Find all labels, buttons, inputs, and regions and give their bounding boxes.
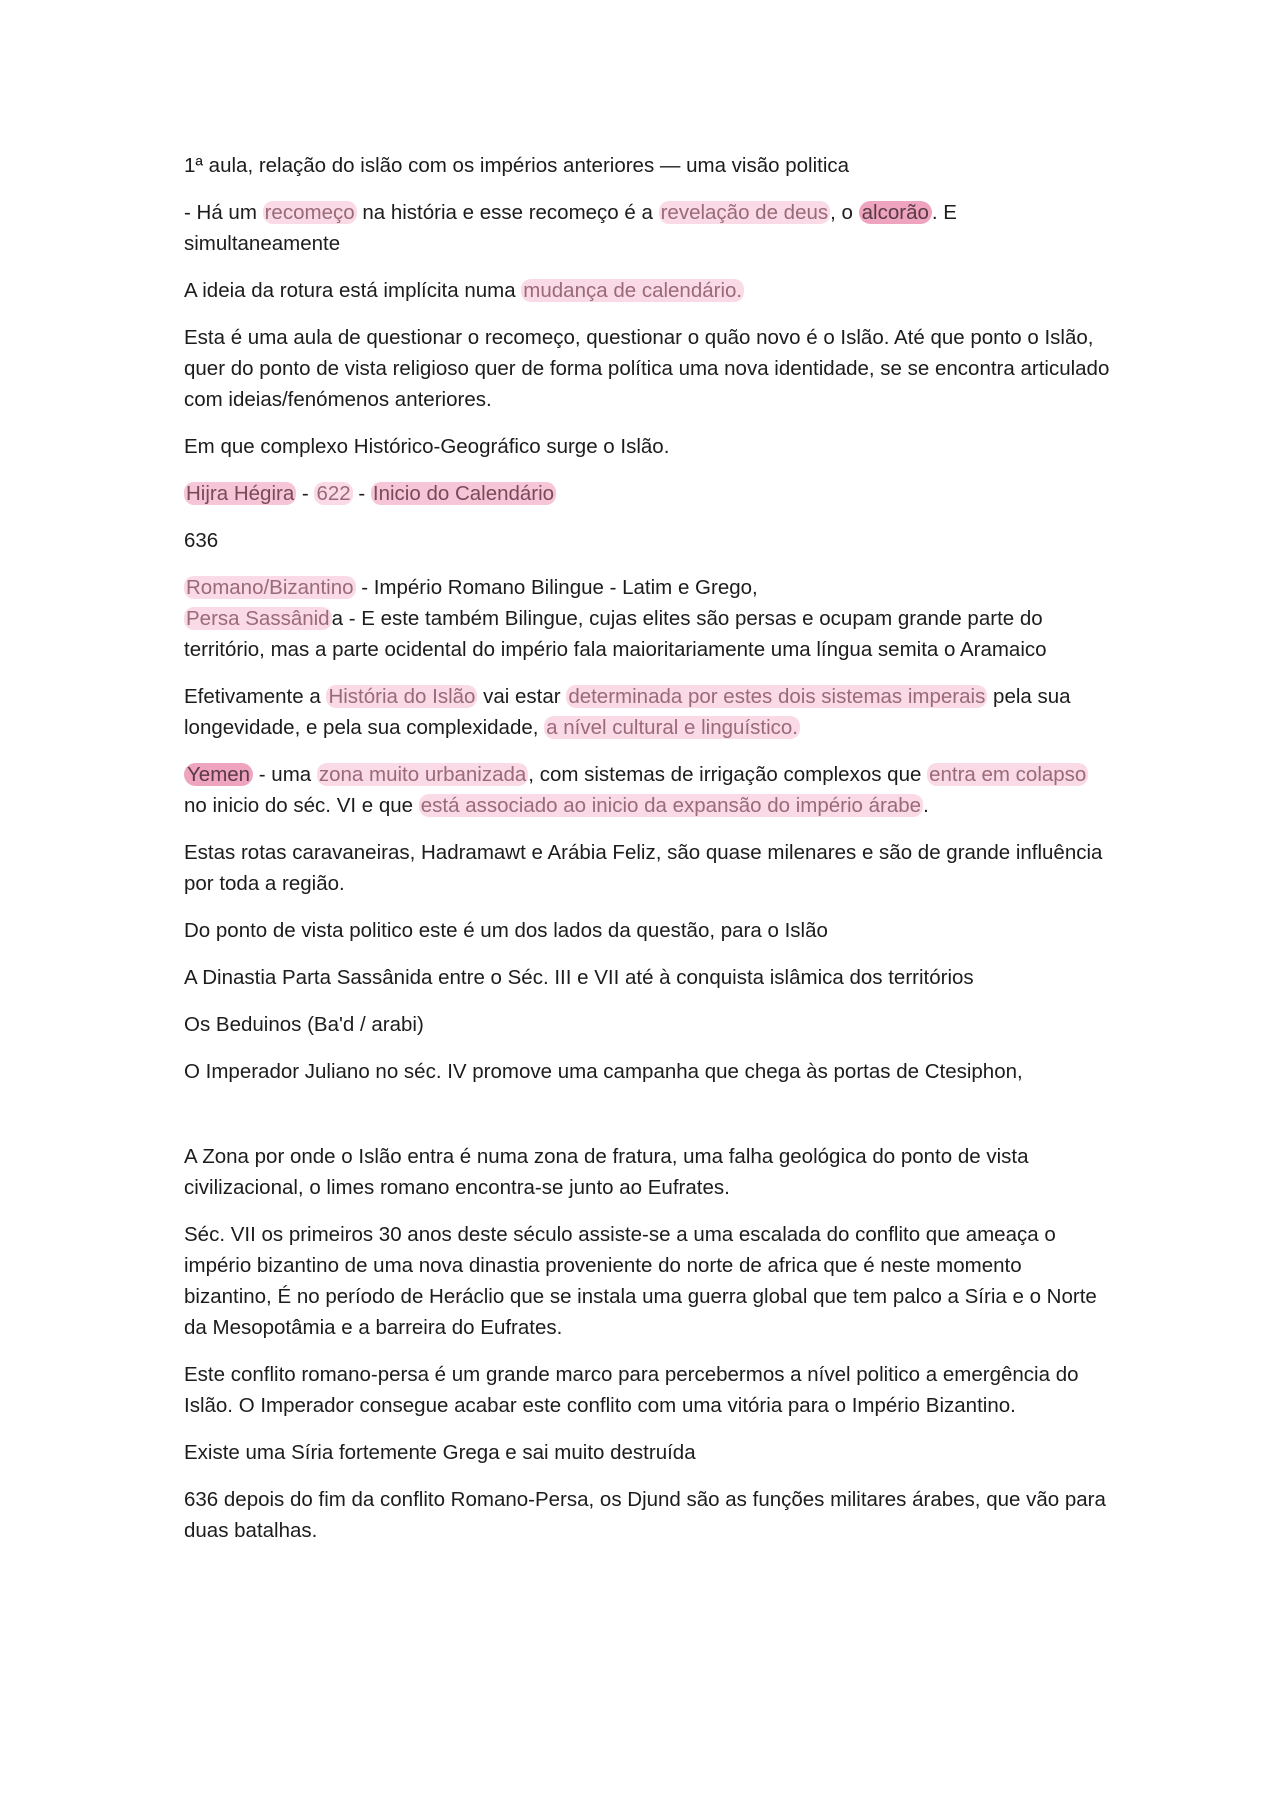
text-run: na história e esse recomeço é a bbox=[356, 201, 659, 224]
text-run: A ideia da rotura está implícita numa bbox=[184, 279, 522, 302]
paragraph-beduinos: Os Beduinos (Ba'd / arabi) bbox=[184, 1013, 424, 1036]
highlight-nivel-cultural: a nível cultural e linguístico. bbox=[546, 716, 798, 739]
text-run: - bbox=[352, 482, 371, 505]
highlight-romano-bizantino: Romano/Bizantino bbox=[186, 576, 354, 599]
text-run: . E simultaneamente bbox=[184, 201, 957, 255]
paragraph-sec-vii: Séc. VII os primeiros 30 anos deste século assiste-se a uma escalada do conflito que ameaça o império bizantino de uma nova dinastia proveniente do norte de africa que é neste momento bizantino, É no período de Heráclio que se instala uma guerra global que tem palco a Síria e o Norte da Mesopotâmia e a barreira do Eufrates. bbox=[184, 1223, 1097, 1339]
text-run: . bbox=[923, 794, 929, 817]
text-run: - Há um bbox=[184, 201, 263, 224]
text-run: - bbox=[296, 482, 315, 505]
paragraph-djund: 636 depois do fim da conflito Romano-Persa, os Djund são as funções militares árabes, que vão para duas batalhas. bbox=[184, 1488, 1106, 1542]
paragraph-politico: Do ponto de vista politico este é um dos lados da questão, para o Islão bbox=[184, 919, 828, 942]
highlight-inicio-calendario: Inicio do Calendário bbox=[372, 482, 555, 505]
text-run: Efetivamente a bbox=[184, 685, 327, 708]
paragraph-conflito: Este conflito romano-persa é um grande marco para percebermos a nível politico a emergência do Islão. O Imperador consegue acabar este conflito com uma vitória para o Império Bizantino. bbox=[184, 1363, 1079, 1417]
highlight-expansao: está associado ao inicio da expansão do império árabe bbox=[420, 794, 922, 817]
highlight-zona-urbanizada: zona muito urbanizada bbox=[318, 763, 527, 786]
highlight-622: 622 bbox=[316, 482, 351, 505]
text-run: , com sistemas de irrigação complexos que bbox=[528, 763, 928, 786]
paragraph-rotura bbox=[184, 275, 1114, 306]
highlight-yemen: Yemen bbox=[184, 763, 253, 786]
blank-gap bbox=[184, 1103, 1114, 1141]
text-run: vai estar bbox=[477, 685, 567, 708]
highlight-hijra: Hijra Hégira bbox=[186, 482, 295, 505]
paragraph-juliano: O Imperador Juliano no séc. IV promove uma campanha que chega às portas de Ctesiphon, bbox=[184, 1060, 1023, 1083]
text-run: no inicio do séc. VI e que bbox=[184, 794, 419, 817]
highlight-calendario: mudança de calendário. bbox=[523, 279, 743, 302]
paragraph-zona-fratura: A Zona por onde o Islão entra é numa zona de fratura, uma falha geológica do ponto de vista civilizacional, o limes romano encontra-se junto ao Eufrates. bbox=[184, 1145, 1029, 1199]
paragraph-imperios bbox=[184, 572, 1114, 665]
highlight-alcorao: alcorão bbox=[859, 201, 932, 224]
paragraph-title: 1ª aula, relação do islão com os impérios anteriores — uma visão politica bbox=[184, 154, 850, 177]
document-page bbox=[184, 150, 1114, 1562]
highlight-historia-islao: História do Islão bbox=[328, 685, 476, 708]
paragraph-636: 636 bbox=[184, 529, 219, 552]
paragraph-siria: Existe uma Síria fortemente Grega e sai muito destruída bbox=[184, 1441, 696, 1464]
highlight-sistemas-imperais: determinada por estes dois sistemas imperais bbox=[568, 685, 986, 708]
paragraph-historia-islao bbox=[184, 681, 1114, 743]
text-run: , o bbox=[830, 201, 859, 224]
text-run: - Império Romano Bilingue - Latim e Grego, bbox=[355, 576, 758, 599]
highlight-persa-sassanida: Persa Sassânid bbox=[186, 607, 330, 630]
highlight-revelacao: revelação de deus bbox=[660, 201, 829, 224]
paragraph-questionar: Esta é uma aula de questionar o recomeço, questionar o quão novo é o Islão. Até que ponto o Islão, quer do ponto de vista religioso quer de forma política uma nova identidade, se se encontra articulado com ideias/fenómenos anteriores. bbox=[184, 326, 1110, 411]
paragraph-recomeco bbox=[184, 197, 1114, 259]
paragraph-hijra bbox=[184, 478, 1114, 509]
text-run: - uma bbox=[253, 763, 317, 786]
paragraph-complexo: Em que complexo Histórico-Geográfico surge o Islão. bbox=[184, 435, 670, 458]
highlight-recomeco: recomeço bbox=[264, 201, 355, 224]
paragraph-rotas: Estas rotas caravaneiras, Hadramawt e Arábia Feliz, são quase milenares e são de grande influência por toda a região. bbox=[184, 841, 1103, 895]
highlight-colapso: entra em colapso bbox=[929, 763, 1087, 786]
text-run: a - E este também Bilingue, cujas elites são persas e ocupam grande parte do território, mas a parte ocidental do império fala maioritariamente uma língua semita o Aramaico bbox=[184, 607, 1047, 661]
paragraph-yemen bbox=[184, 759, 1114, 821]
text-run: pela sua longevidade, e pela sua complexidade, bbox=[184, 685, 1071, 739]
paragraph-dinastia: A Dinastia Parta Sassânida entre o Séc. III e VII até à conquista islâmica dos territórios bbox=[184, 966, 974, 989]
